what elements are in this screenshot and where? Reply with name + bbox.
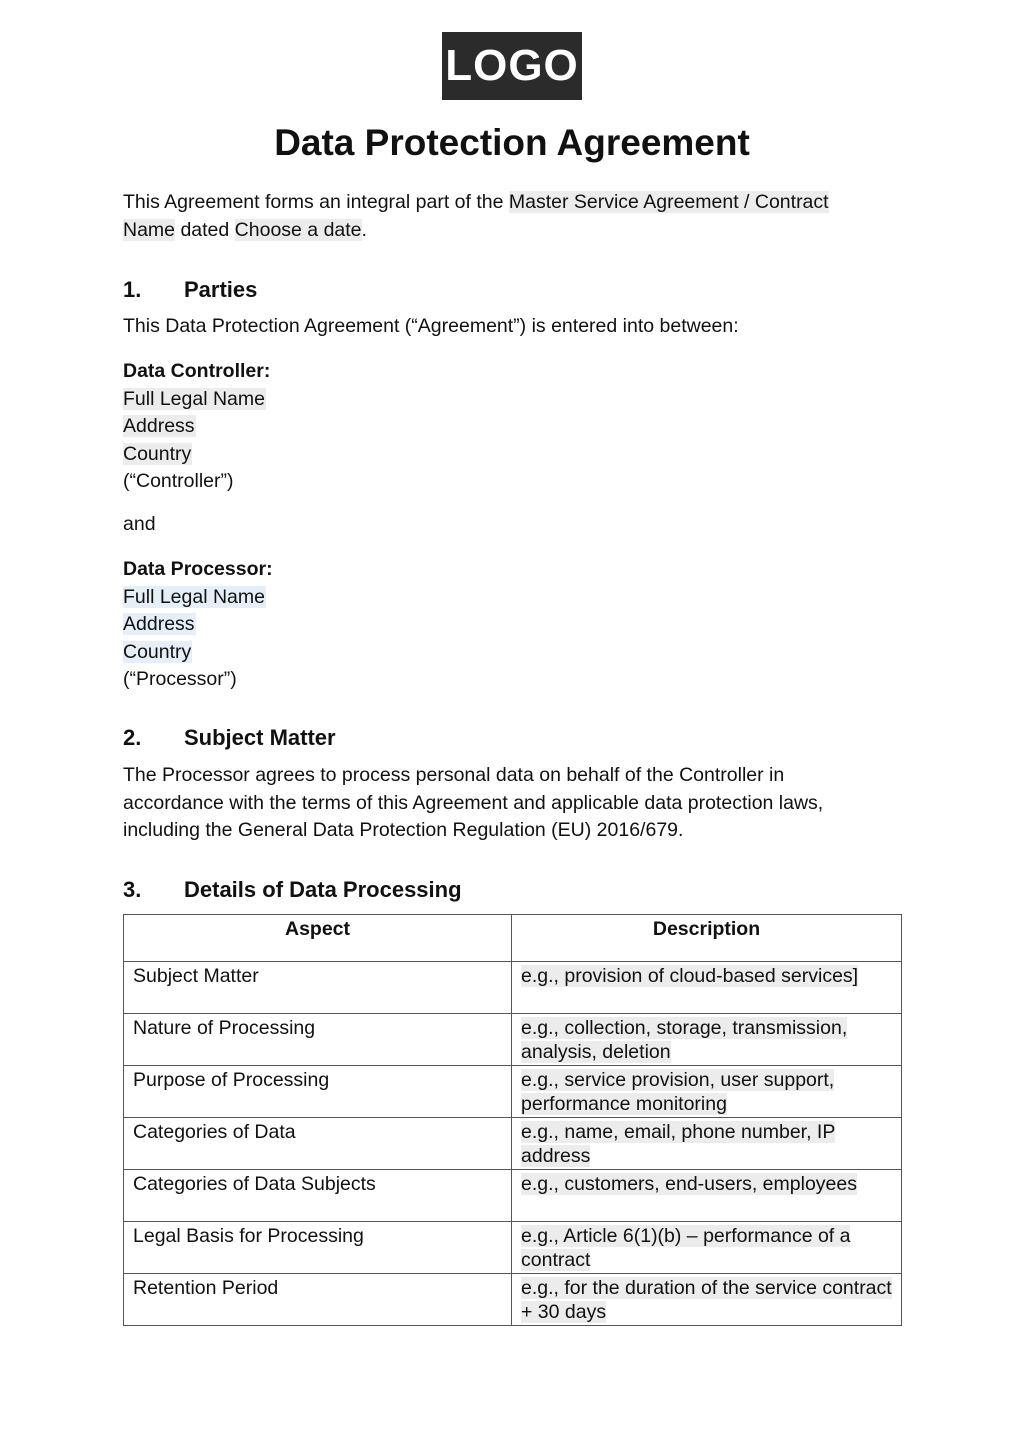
controller-label: Data Controller:	[123, 360, 271, 382]
processing-details-table	[123, 914, 902, 1326]
description-cell	[512, 1170, 902, 1222]
section-title: Subject Matter	[184, 725, 336, 750]
description-cell	[512, 1222, 902, 1274]
intro-paragraph	[123, 189, 903, 244]
section-number: 3.	[123, 877, 142, 902]
contract-name-field[interactable]: Master Service Agreement / Contract	[508, 191, 829, 213]
table-row	[124, 1014, 902, 1066]
processor-block	[123, 556, 273, 694]
section-title: Parties	[184, 277, 258, 302]
controller-role: (“Controller”)	[123, 470, 234, 492]
aspect-cell: Categories of Data	[124, 1118, 512, 1170]
description-field[interactable]: e.g., provision of cloud-based services]	[521, 965, 859, 987]
controller-name-field[interactable]: Full Legal Name	[123, 387, 265, 410]
description-field[interactable]: e.g., customers, end-users, employees	[521, 1173, 857, 1195]
processor-label: Data Processor:	[123, 558, 273, 580]
description-cell	[512, 1014, 902, 1066]
controller-address-field[interactable]: Address	[123, 415, 195, 437]
table-row	[124, 1170, 902, 1222]
aspect-cell: Legal Basis for Processing	[124, 1222, 512, 1274]
section-heading-parties	[123, 277, 257, 303]
description-cell	[512, 962, 902, 1014]
description-cell	[512, 1118, 902, 1170]
description-cell	[512, 1066, 902, 1118]
contract-name-field-cont[interactable]: Name	[123, 218, 176, 241]
document-title: Data Protection Agreement	[274, 122, 750, 163]
controller-country-field[interactable]: Country	[123, 442, 192, 465]
aspect-cell: Purpose of Processing	[124, 1066, 512, 1118]
and-text: and	[123, 513, 156, 535]
description-field[interactable]: e.g., collection, storage, transmission, analysis, deletion	[521, 1017, 848, 1063]
controller-block	[123, 358, 270, 496]
description-field[interactable]: e.g., name, email, phone number, IP address	[521, 1121, 836, 1167]
aspect-cell: Subject Matter	[124, 962, 512, 1014]
aspect-cell: Retention Period	[124, 1274, 512, 1326]
table-row	[124, 1222, 902, 1274]
table-row	[124, 1066, 902, 1118]
section-heading-subject-matter	[123, 725, 336, 751]
table-row	[124, 1118, 902, 1170]
processor-role: (“Processor”)	[123, 668, 237, 690]
description-field[interactable]: e.g., for the duration of the service contract + 30 days	[521, 1277, 892, 1323]
intro-prefix: This Agreement forms an integral part of the	[123, 191, 509, 213]
aspect-cell: Nature of Processing	[124, 1014, 512, 1066]
intro-suffix: .	[361, 218, 367, 241]
description-field[interactable]: e.g., Article 6(1)(b) – performance of a contract	[521, 1225, 851, 1271]
description-field[interactable]: e.g., service provision, user support, performance monitoring	[521, 1069, 835, 1115]
company-logo: LOGO	[442, 32, 582, 100]
subject-matter-body: The Processor agrees to process personal data on behalf of the Controller in accordance with the terms of this Agreement and applicable data protection laws, including the General Data Protection Regulation (EU) 2016/679.	[123, 764, 824, 841]
intro-dated: dated	[175, 218, 235, 241]
table-row	[124, 1274, 902, 1326]
processor-address-field[interactable]: Address	[123, 613, 195, 635]
date-picker-field[interactable]: Choose a date	[234, 218, 362, 241]
processor-name-field[interactable]: Full Legal Name	[123, 585, 265, 608]
section-number: 2.	[123, 725, 142, 750]
table-row	[124, 962, 902, 1014]
section-title: Details of Data Processing	[184, 877, 462, 902]
description-cell	[512, 1274, 902, 1326]
processor-country-field[interactable]: Country	[123, 640, 192, 663]
aspect-cell: Categories of Data Subjects	[124, 1170, 512, 1222]
section-heading-details	[123, 877, 462, 903]
column-header-aspect: Aspect	[124, 915, 512, 962]
column-header-description: Description	[512, 915, 902, 962]
parties-intro: This Data Protection Agreement (“Agreement”) is entered into between:	[123, 315, 739, 337]
section-number: 1.	[123, 277, 142, 302]
table-header-row	[124, 915, 902, 962]
